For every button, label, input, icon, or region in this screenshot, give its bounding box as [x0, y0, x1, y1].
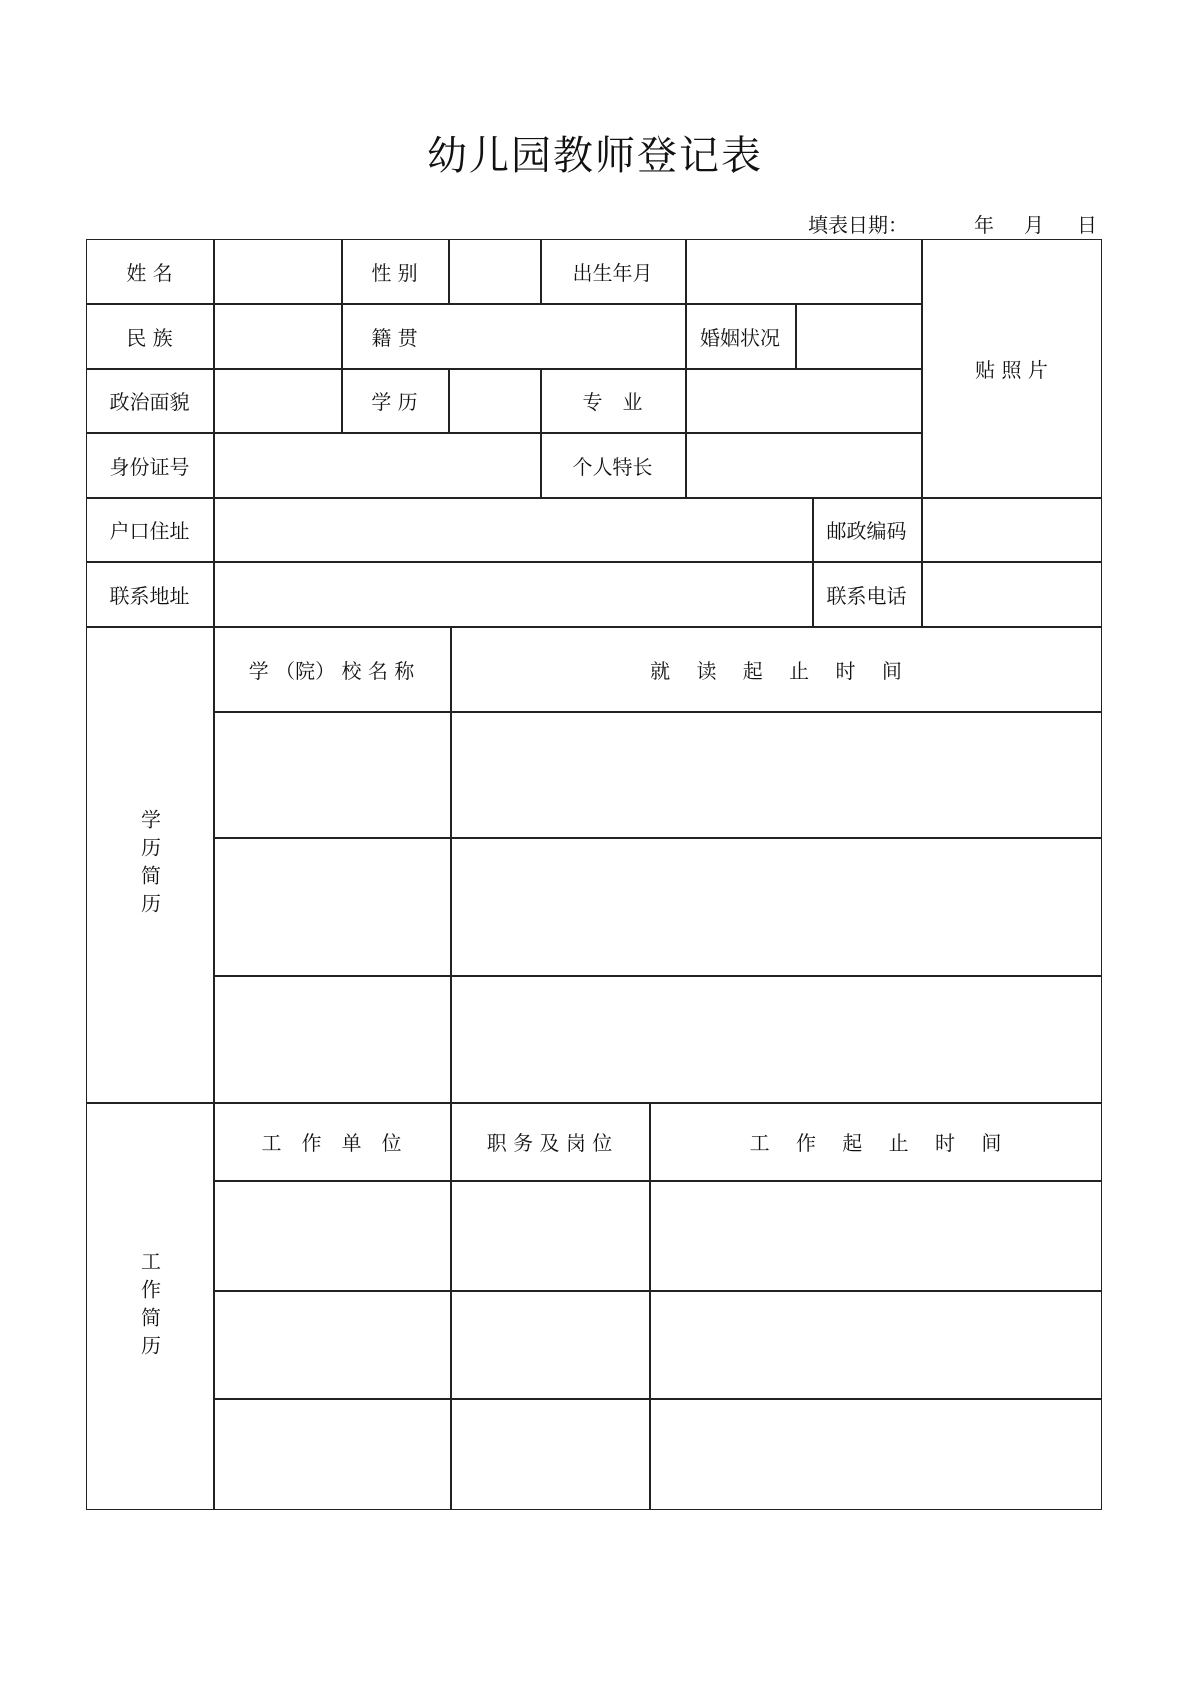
native-place-label: 籍 贯 [371, 325, 418, 350]
school-name-header: 学 （院） 校 名 称 [248, 658, 415, 683]
fill-date-day: 日 [1077, 213, 1097, 237]
photo-placeholder: 贴 照 片 [975, 357, 1048, 382]
row-divider [213, 975, 1102, 977]
row-divider [213, 1398, 1102, 1400]
work-history-section-label: 工作简历 [137, 1250, 162, 1363]
fill-date-year: 年 [974, 213, 994, 237]
row-divider [86, 497, 1102, 499]
political-status-label: 政治面貌 [109, 389, 190, 414]
column-divider [213, 239, 215, 1510]
fill-date-label: 填表日期： [808, 213, 908, 237]
fill-date-month: 月 [1024, 213, 1044, 237]
row-divider [213, 1180, 1102, 1182]
specialty-label: 个人特长 [572, 454, 653, 479]
gender-label: 性 别 [371, 260, 418, 285]
contact-phone-label: 联系电话 [826, 583, 907, 608]
page-title: 幼儿园教师登记表 [427, 133, 763, 179]
column-divider [448, 368, 450, 432]
study-period-header: 就 读 起 止 时 间 [650, 658, 902, 683]
name-label: 姓 名 [126, 260, 173, 285]
row-divider [86, 561, 1102, 563]
column-divider [448, 239, 450, 304]
row-divider [213, 1290, 1102, 1292]
household-address-label: 户口住址 [109, 518, 190, 543]
row-divider [213, 711, 1102, 713]
birth-date-label: 出生年月 [572, 260, 653, 285]
column-divider [685, 239, 687, 497]
marital-status-label: 婚姻状况 [700, 325, 780, 350]
row-divider [213, 837, 1102, 839]
ethnicity-label: 民 族 [126, 325, 173, 350]
education-label: 学 历 [371, 389, 418, 414]
column-divider [795, 303, 797, 368]
position-header: 职 务 及 岗 位 [486, 1131, 613, 1155]
work-unit-header: 工 作 单 位 [261, 1131, 402, 1155]
education-history-section-label: 学历简历 [137, 808, 162, 921]
major-label: 专 业 [582, 389, 643, 414]
postal-code-label: 邮政编码 [826, 518, 907, 543]
work-period-header: 工 作 起 止 时 间 [749, 1131, 1002, 1155]
contact-address-label: 联系地址 [109, 583, 190, 608]
id-number-label: 身份证号 [109, 454, 190, 479]
